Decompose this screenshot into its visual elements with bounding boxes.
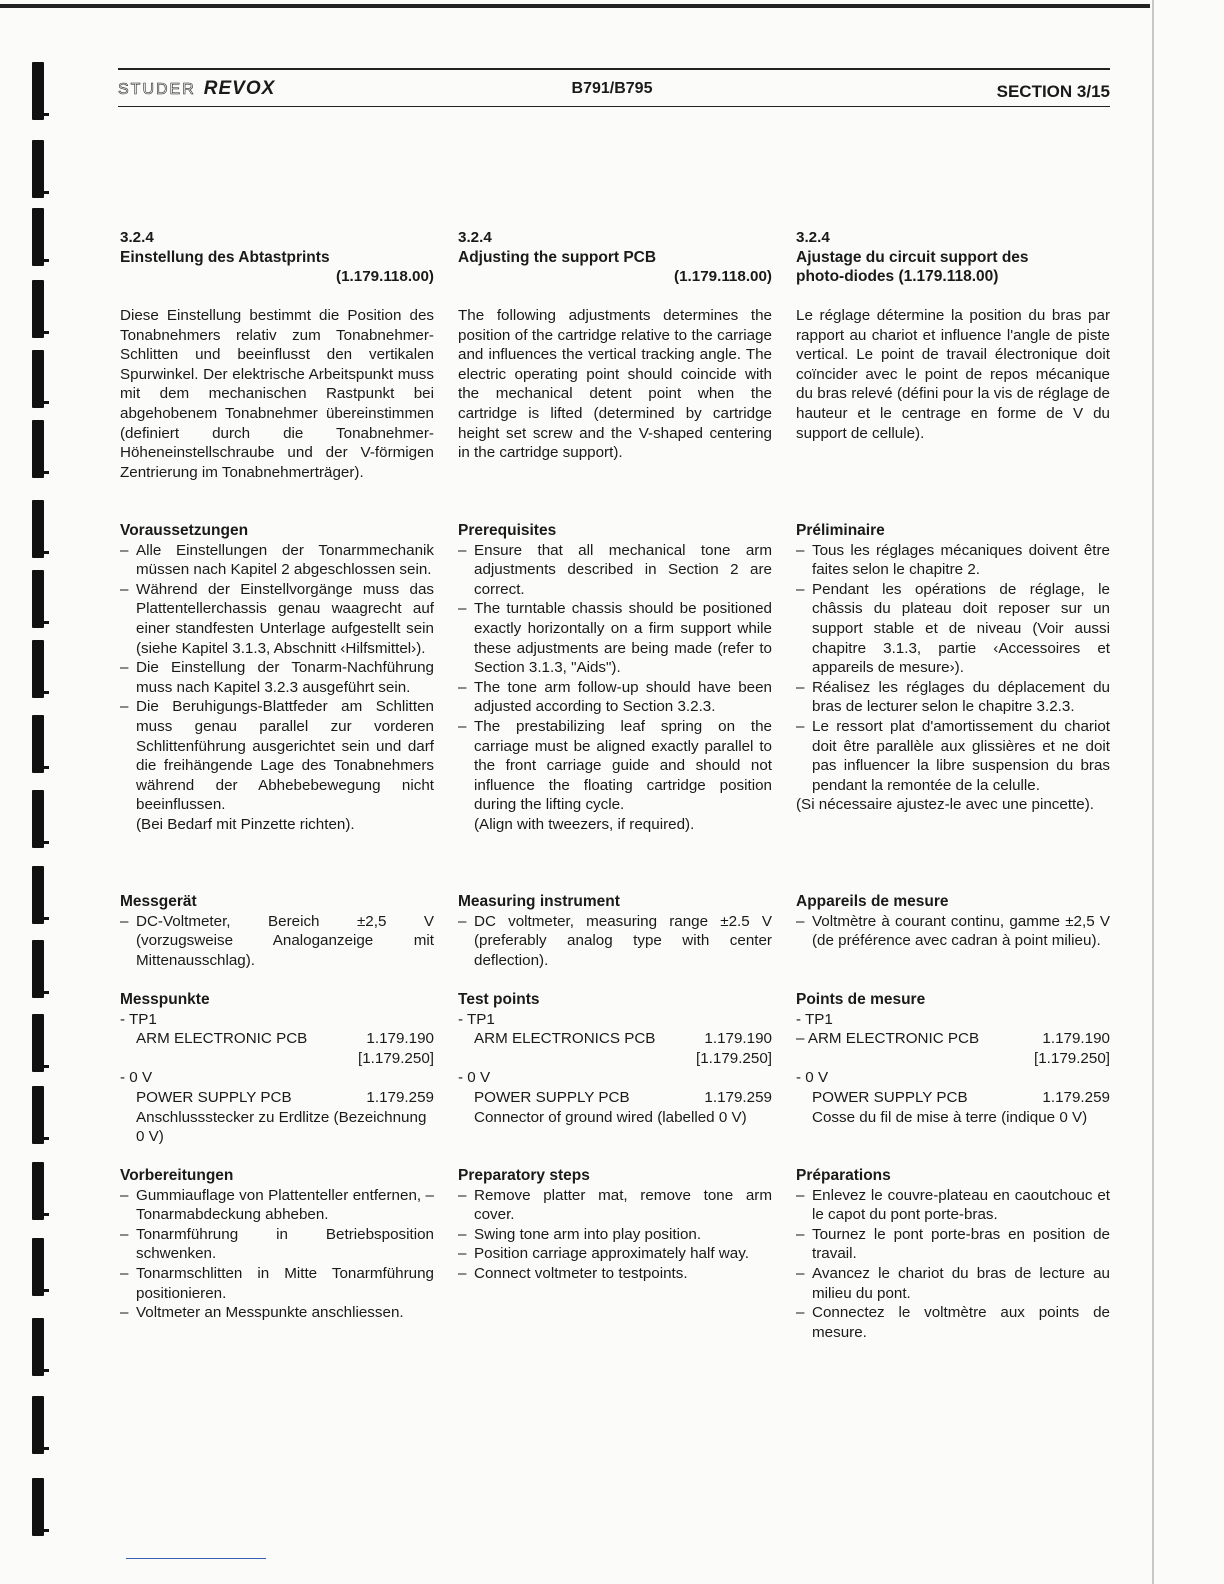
- tp1-row: [120, 1029, 434, 1049]
- ov-note: Anschlussstecker zu Erdlitze (Bezeichnung 0 V): [136, 1108, 427, 1146]
- list-note: (Si nécessaire ajustez-le avec une pincette).: [796, 796, 1094, 814]
- model-number: B791/B795: [571, 80, 653, 97]
- intro-text: Le réglage détermine la position du bras par rapport au chariot et influence l'angle de piste vertical. Le point de travail électronique doit coïncider avec le point de repos mécanique du bras relevé (défini pour la vis de réglage de hauteur et le centrage en forme de V du support de cellule).: [796, 307, 1110, 442]
- tp1-alt-code: [1.179.250]: [357, 1049, 434, 1067]
- ov-note: Cosse du fil de mise à terre (indique 0 V): [812, 1108, 1088, 1126]
- tp1-alt-code: [1.179.250]: [1033, 1049, 1110, 1067]
- list-item: – Pendant les opérations de réglage, le châssis du plateau doit reposer sur un support stable et de niveau (Voir aussi chapitre 3.1.3, partie ‹Accessoires et appareils de mesure›).: [796, 580, 1110, 678]
- binder-hole: [32, 570, 44, 628]
- list-item: – Position carriage approximately half way.: [458, 1244, 772, 1264]
- preparation-list: [796, 1186, 1110, 1343]
- measuring-block: [458, 892, 772, 970]
- prerequisites-heading: Préliminaire: [796, 522, 885, 539]
- list-item: – Tournez le pont porte-bras en position de travail.: [796, 1225, 1110, 1264]
- section-heading-ref: (1.179.118.00): [674, 268, 772, 286]
- list-item: – Die Einstellung der Tonarm-Nachführung muss nach Kapitel 3.2.3 ausgeführt sein.: [120, 658, 434, 697]
- list-item: – Gummiauflage von Plattenteller entfernen, – Tonarmabdeckung abheben.: [120, 1186, 434, 1225]
- footer-underline: [126, 1558, 266, 1559]
- ov-label: - 0 V: [458, 1069, 491, 1087]
- list-item: – Réalisez les réglages du déplacement du bras de lecturer selon le chapitre 3.2.3.: [796, 678, 1110, 717]
- prerequisites-list: [120, 541, 434, 835]
- list-item: – Enlevez le couvre-plateau en caoutchouc et le capot du pont porte-bras.: [796, 1186, 1110, 1225]
- binder-hole: [32, 1162, 44, 1220]
- tp1-label: - TP1: [796, 1010, 833, 1028]
- section-heading-ref: (1.179.118.00): [336, 268, 434, 286]
- test-points-heading: Points de mesure: [796, 991, 926, 1008]
- binder-hole: [32, 790, 44, 848]
- tp1-code: 1.179.190: [704, 1030, 772, 1048]
- page-edge-shadow: [1152, 0, 1154, 1584]
- binder-hole: [32, 140, 44, 198]
- prerequisites-list: [458, 541, 772, 835]
- test-points-heading: Test points: [458, 991, 540, 1008]
- list-item: – Ensure that all mechanical tone arm adjustments described in Section 2 are correct.: [458, 541, 772, 600]
- tp1-code: 1.179.190: [366, 1030, 434, 1048]
- section-heading-title: Adjusting the support PCB: [458, 248, 657, 266]
- prerequisites-block: [120, 521, 434, 835]
- list-item: – Tonarmschlitten in Mitte Tonarmführung positionieren.: [120, 1264, 434, 1303]
- prerequisites-block: [458, 521, 772, 835]
- measuring-block: [120, 892, 434, 970]
- ov-code: 1.179.259: [366, 1088, 434, 1106]
- ov-note: Connector of ground wired (labelled 0 V): [474, 1108, 747, 1126]
- tp1-alt-code: [1.179.250]: [695, 1049, 772, 1067]
- prerequisites-list: [796, 541, 1110, 796]
- preparation-list: [120, 1186, 434, 1323]
- measuring-heading: Messgerät: [120, 893, 197, 910]
- list-item: – Alle Einstellungen der Tonarmmechanik müssen nach Kapitel 2 abgeschlossen sein.: [120, 541, 434, 580]
- tp1-board: – ARM ELECTRONIC PCB: [796, 1030, 980, 1048]
- test-points-block: [120, 990, 434, 1147]
- ov-code: 1.179.259: [1042, 1088, 1110, 1106]
- intro-block: [796, 306, 1110, 443]
- section-heading-number: 3.2.4: [120, 229, 154, 246]
- preparation-list: [458, 1186, 772, 1284]
- list-item: – DC-Voltmeter, Bereich ±2,5 V (vorzugsweise Analoganzeige mit Mittenausschlag).: [120, 912, 434, 971]
- binder-hole: [32, 1478, 44, 1536]
- tp1-code: 1.179.190: [1042, 1030, 1110, 1048]
- test-points-heading: Messpunkte: [120, 991, 210, 1008]
- revox-logo-text: REVOX: [203, 78, 276, 99]
- binder-hole: [32, 1086, 44, 1144]
- preparation-heading: Preparatory steps: [458, 1167, 590, 1184]
- tp1-board: ARM ELECTRONIC PCB: [136, 1030, 308, 1048]
- tp1-label: - TP1: [458, 1010, 495, 1028]
- prerequisites-block: [796, 521, 1110, 815]
- list-item: – Le ressort plat d'amortissement du chariot doit être parallèle aux glissières et ne doit pas influencer la libre suspension du bras pendant la remontée de la celulle.: [796, 717, 1110, 795]
- measuring-heading: Appareils de mesure: [796, 893, 949, 910]
- binder-hole: [32, 208, 44, 266]
- intro-text: Diese Einstellung bestimmt die Position des Tonabnehmers relativ zum Tonabnehmer-Schlitten und beeinflusst den vertikalen Spurwinkel. Der elektrische Arbeitspunkt muss mit dem mechanischen Rastpunkt bei abgehobenem Tonabnehmer übereinstimmen (definiert durch die Tonabnehmer-Höheneinstellschraube und der V-förmigen Zentrierung im Tonabnehmerträger).: [120, 307, 434, 481]
- binder-hole: [32, 280, 44, 338]
- intro-block: [458, 306, 772, 463]
- list-item: – Während der Einstellvorgänge muss das Plattentellerchassis genau waagrecht auf einer standfesten Unterlage aufgestellt sein (siehe Kapitel 3.1.3, Abschnitt ‹Hilfsmittel›).: [120, 580, 434, 658]
- section-heading-number: 3.2.4: [458, 229, 492, 246]
- section-heading-title: Ajustage du circuit support des: [796, 248, 1029, 266]
- binder-hole: [32, 500, 44, 558]
- header-rule-top: [118, 68, 1110, 70]
- preparation-heading: Préparations: [796, 1167, 891, 1184]
- ov-code: 1.179.259: [704, 1088, 772, 1106]
- list-item: – Die Beruhigungs-Blattfeder am Schlitten muss genau parallel zur vorderen Schlittenführung ausgerichtet sein und darf die freihängende Lage des Tonabnehmers während der Abhebebewegung nicht beeinflussen.: [120, 697, 434, 815]
- list-item: – Connect voltmeter to testpoints.: [458, 1264, 772, 1284]
- test-points-block: [796, 990, 1110, 1127]
- list-item: – Tous les réglages mécaniques doivent être faites selon le chapitre 2.: [796, 541, 1110, 580]
- section-heading-number: 3.2.4: [796, 229, 830, 246]
- tp1-label: - TP1: [120, 1010, 157, 1028]
- preparation-block: [458, 1166, 772, 1284]
- column-english: [458, 228, 772, 1282]
- list-item: – The tone arm follow-up should have been adjusted according to Section 3.2.3.: [458, 678, 772, 717]
- list-item: – The turntable chassis should be positioned exactly horizontally on a firm support while these adjustments are being made (refer to Section 3.1.3, "Aids").: [458, 599, 772, 677]
- test-points-block: [458, 990, 772, 1127]
- column-german: [120, 228, 434, 1322]
- measuring-heading: Measuring instrument: [458, 893, 620, 910]
- tp1-row: [796, 1029, 1110, 1049]
- binder-hole: [32, 1396, 44, 1454]
- preparation-block: [120, 1166, 434, 1323]
- column-french: [796, 228, 1110, 1341]
- binder-hole: [32, 1014, 44, 1072]
- list-item: – Voltmètre à courant continu, gamme ±2,5 V (de préférence avec cadran à point milieu).: [796, 912, 1110, 951]
- studer-logo-text: STUDER: [118, 81, 196, 98]
- prerequisites-heading: Prerequisites: [458, 522, 557, 539]
- ov-row: [120, 1088, 434, 1108]
- header-rule-bottom: [118, 106, 1110, 107]
- section-heading-title: Einstellung des Abtastprints: [120, 248, 330, 266]
- tp1-row: [458, 1029, 772, 1049]
- list-item: – Avancez le chariot du bras de lecture au milieu du pont.: [796, 1264, 1110, 1303]
- preparation-heading: Vorbereitungen: [120, 1167, 234, 1184]
- list-item: – Connectez le voltmètre aux points de mesure.: [796, 1303, 1110, 1342]
- ov-label: - 0 V: [796, 1069, 829, 1087]
- list-item: – DC voltmeter, measuring range ±2.5 V (preferably analog type with center deflection).: [458, 912, 772, 971]
- intro-text: The following adjustments determines the position of the cartridge relative to the carriage and influences the vertical tracking angle. The electric operating point should coincide with the mechanical detent point when the cartridge is lifted (determined by cartridge height set screw and the V-shaped centering in the cartridge support).: [458, 307, 772, 462]
- binder-hole: [32, 715, 44, 773]
- intro-block: [120, 306, 434, 482]
- list-item: – Tonarmführung in Betriebsposition schwenken.: [120, 1225, 434, 1264]
- binder-hole: [32, 866, 44, 924]
- section-heading-title-line2: photo-diodes (1.179.118.00): [796, 268, 999, 286]
- list-note: (Bei Bedarf mit Pinzette richten).: [136, 815, 355, 833]
- binder-hole: [32, 420, 44, 478]
- binder-hole: [32, 1238, 44, 1296]
- ov-row: [796, 1088, 1110, 1108]
- prerequisites-heading: Voraussetzungen: [120, 522, 249, 539]
- top-border-rule: [0, 4, 1150, 8]
- list-item: – The prestabilizing leaf spring on the carriage must be aligned exactly parallel to the front carriage guide and should not influence the floating cartridge position during the lifting cycle.: [458, 717, 772, 815]
- ov-board: POWER SUPPLY PCB: [136, 1088, 292, 1106]
- preparation-block: [796, 1166, 1110, 1342]
- ov-board: POWER SUPPLY PCB: [812, 1088, 968, 1106]
- binder-hole: [32, 1318, 44, 1376]
- binder-hole: [32, 940, 44, 998]
- list-item: – Remove platter mat, remove tone arm cover.: [458, 1186, 772, 1225]
- tp1-board: ARM ELECTRONICS PCB: [474, 1030, 656, 1048]
- ov-label: - 0 V: [120, 1069, 153, 1087]
- ov-row: [458, 1088, 772, 1108]
- measuring-block: [796, 892, 1110, 951]
- section-number: SECTION 3/15: [996, 82, 1110, 101]
- binder-hole: [32, 640, 44, 698]
- list-item: – Swing tone arm into play position.: [458, 1225, 772, 1245]
- ov-board: POWER SUPPLY PCB: [474, 1088, 630, 1106]
- list-item: – Voltmeter an Messpunkte anschliessen.: [120, 1303, 434, 1323]
- list-note: (Align with tweezers, if required).: [474, 815, 695, 833]
- binder-hole: [32, 350, 44, 408]
